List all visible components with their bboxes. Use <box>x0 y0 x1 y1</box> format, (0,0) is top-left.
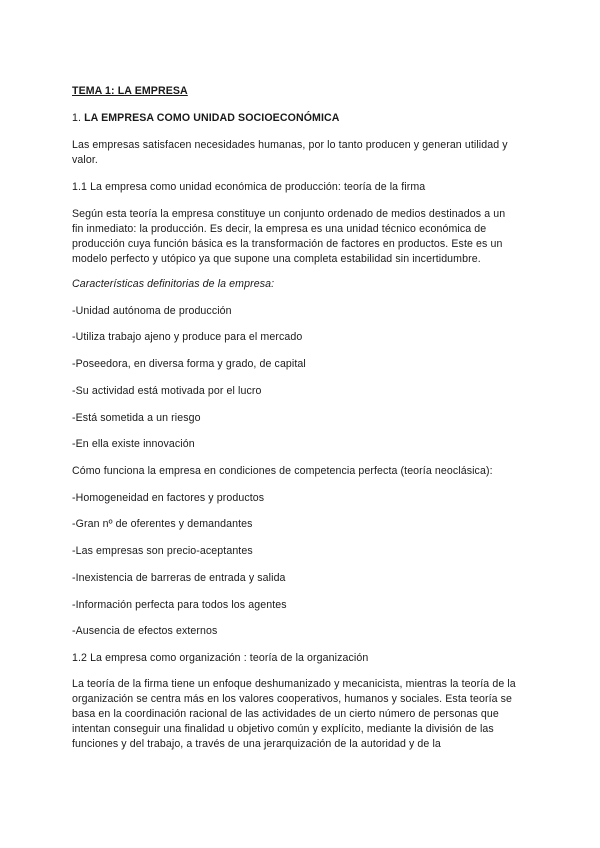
characteristics-title: Características definitorias de la empresa: <box>72 278 275 290</box>
subsection-1-2-paragraph-line: intentan conseguir una finalidad u objetivo común y explícito, mediante la división de las <box>72 723 494 735</box>
characteristic-item: -Unidad autónoma de producción <box>72 305 232 317</box>
subsection-1-1-paragraph-line: modelo perfecto y utópico ya que supone una completa estabilidad sin incertidumbre. <box>72 253 481 265</box>
competition-item: -Ausencia de efectos externos <box>72 625 218 637</box>
competition-item: -Información perfecta para todos los agentes <box>72 599 287 611</box>
section-1-title: LA EMPRESA COMO UNIDAD SOCIOECONÓMICA <box>84 112 340 124</box>
subsection-1-2-paragraph-line: organización se centra más en los valores cooperativos, humanos y sociales. Esta teoría se <box>72 693 513 705</box>
subsection-1-2-paragraph-line: La teoría de la firma tiene un enfoque deshumanizado y mecanicista, mientras la teoría de la <box>72 678 516 690</box>
characteristic-item: -En ella existe innovación <box>72 438 195 450</box>
section-1-number: 1. <box>72 112 85 124</box>
subsection-1-1-paragraph-line: Según esta teoría la empresa constituye un conjunto ordenado de medios destinados a un <box>72 208 506 220</box>
subsection-1-1-paragraph-line: producción cuya función básica es la transformación de factores en productos. Este es un <box>72 238 503 250</box>
section-1-intro-line: Las empresas satisfacen necesidades humanas, por lo tanto producen y generan utilidad y <box>72 139 508 151</box>
section-1-intro-line: valor. <box>72 154 98 166</box>
characteristic-item: -Su actividad está motivada por el lucro <box>72 385 262 397</box>
competition-item: -Inexistencia de barreras de entrada y salida <box>72 572 286 584</box>
subsection-1-2-heading: 1.2 La empresa como organización : teoría de la organización <box>72 652 369 664</box>
characteristic-item: -Utiliza trabajo ajeno y produce para el mercado <box>72 331 303 343</box>
competition-item: -Gran nº de oferentes y demandantes <box>72 518 253 530</box>
subsection-1-2-paragraph-line: basa en la coordinación racional de las actividades de un cierto número de personas que <box>72 708 499 720</box>
section-1-heading <box>72 111 340 126</box>
competition-intro: Cómo funciona la empresa en condiciones de competencia perfecta (teoría neoclásica): <box>72 465 493 477</box>
characteristic-item: -Está sometida a un riesgo <box>72 412 201 424</box>
subsection-1-2-paragraph-line: funciones y del trabajo, a través de una jerarquización de la autoridad y de la <box>72 738 441 750</box>
subsection-1-1-heading: 1.1 La empresa como unidad económica de producción: teoría de la firma <box>72 181 426 193</box>
competition-item: -Las empresas son precio-aceptantes <box>72 545 253 557</box>
document-title: TEMA 1: LA EMPRESA <box>72 85 188 97</box>
subsection-1-1-paragraph-line: fin inmediato: la producción. Es decir, la empresa es una unidad técnico económica de <box>72 223 487 235</box>
competition-item: -Homogeneidad en factores y productos <box>72 492 265 504</box>
characteristic-item: -Poseedora, en diversa forma y grado, de capital <box>72 358 306 370</box>
